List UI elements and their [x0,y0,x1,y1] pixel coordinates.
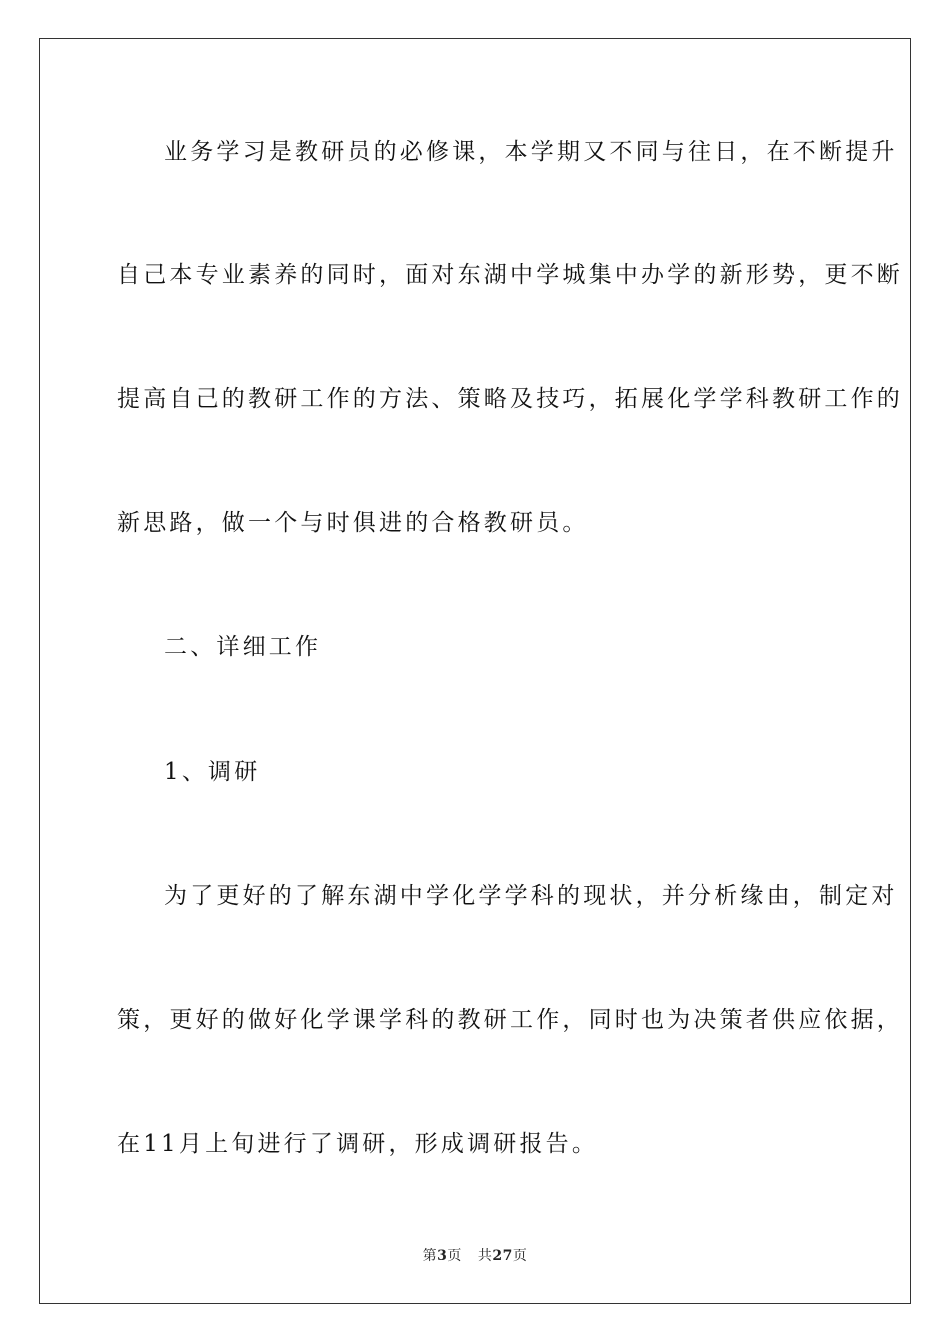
body-text-line: 自己本专业素养的同时，面对东湖中学城集中办学的新形势，更不断 [117,262,903,288]
page-border [39,38,911,1304]
body-text-line: 为了更好的了解东湖中学化学学科的现状，并分析缘由，制定对 [164,883,898,909]
footer-page-suffix: 页 [447,1248,462,1264]
body-text-line: 新思路，做一个与时俱进的合格教研员。 [117,510,589,536]
body-text-line: 在11月上旬进行了调研，形成调研报告。 [117,1131,599,1157]
body-text-line: 业务学习是教研员的必修课，本学期又不同与往日，在不断提升 [164,139,898,165]
body-text-line: 提高自己的教研工作的方法、策略及技巧，拓展化学学科教研工作的 [117,386,903,412]
subsection-heading: 1、调研 [164,759,261,785]
section-heading: 二、详细工作 [164,634,322,660]
footer-total-pages: 27 [492,1248,513,1264]
footer-page-prefix: 第 [422,1248,438,1264]
footer-total-suffix: 页 [512,1248,528,1264]
page-footer [0,1246,950,1266]
body-text-line: 策，更好的做好化学课学科的教研工作，同时也为决策者供应依据， [117,1007,903,1033]
footer-total-prefix: 共 [477,1248,493,1264]
footer-page-number: 3 [437,1248,448,1264]
